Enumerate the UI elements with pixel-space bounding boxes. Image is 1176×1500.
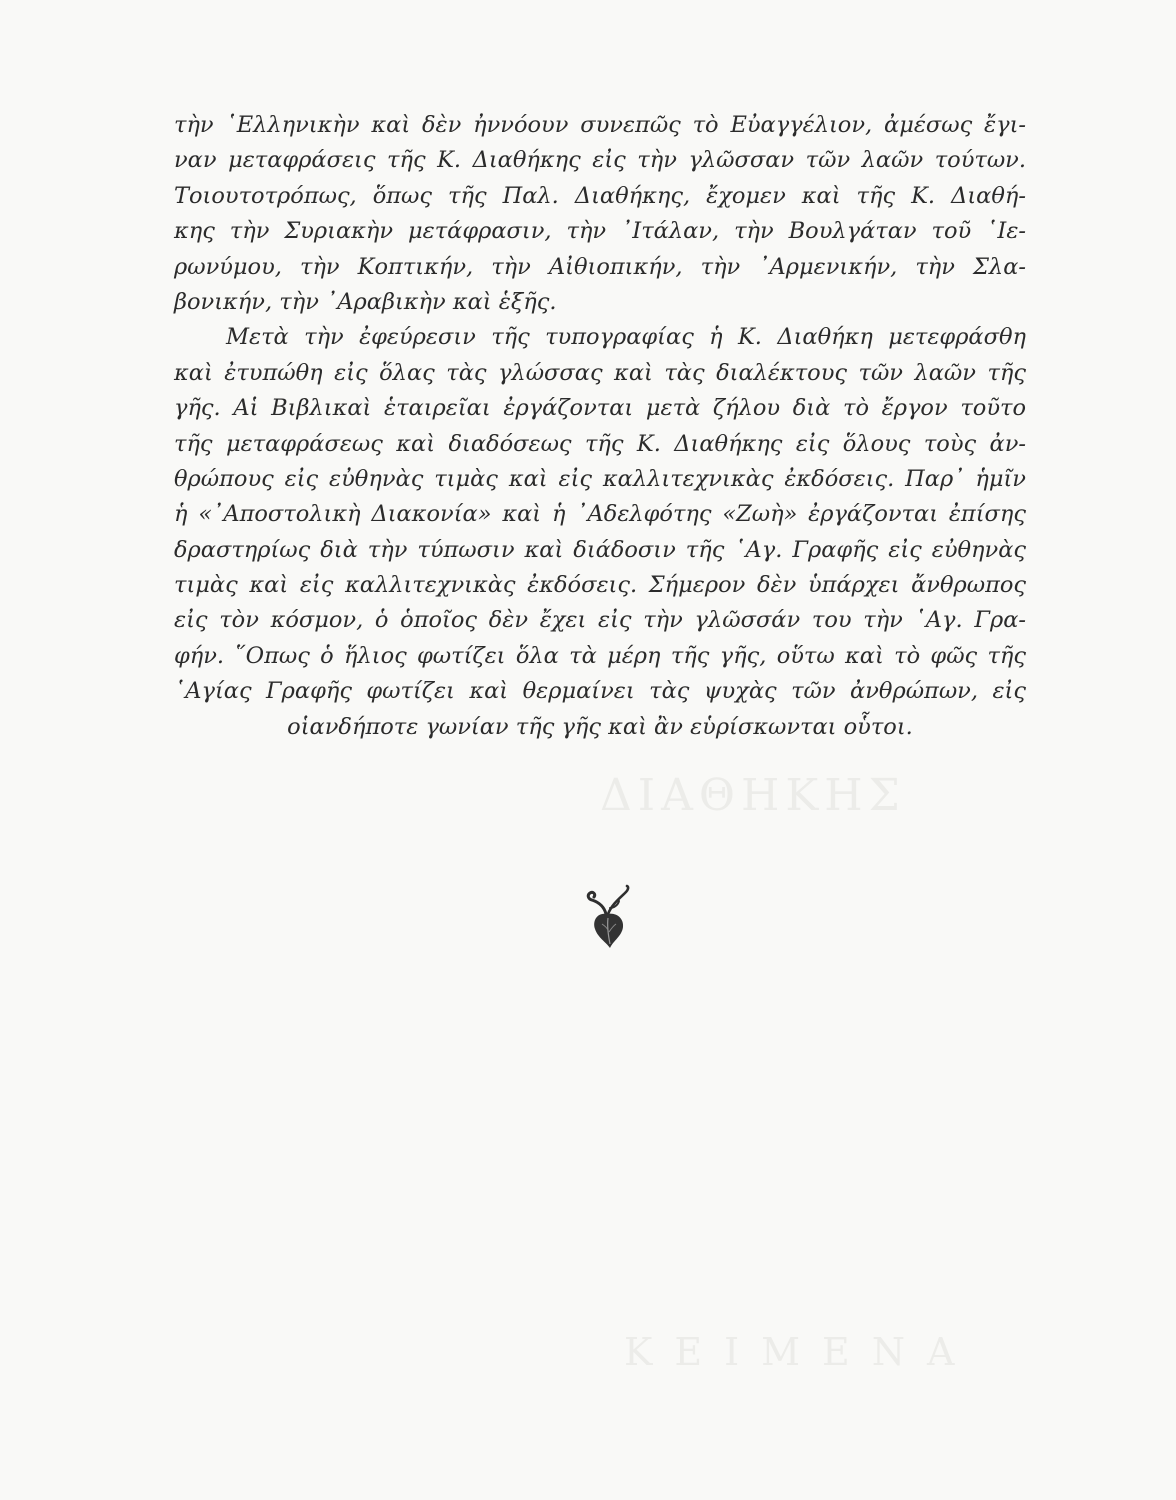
text-line: φήν. ῞Οπως ὁ ἥλιος φωτίζει ὅλα τὰ μέρη τῆς γῆς, οὕτω καὶ τὸ φῶς τῆς bbox=[174, 642, 1026, 669]
paragraph-2 bbox=[174, 320, 1026, 745]
paragraph-1 bbox=[174, 108, 1026, 320]
text-line: Τοιουτοτρόπως, ὅπως τῆς Παλ. Διαθήκης, ἔχομεν καὶ τῆς Κ. Διαθή- bbox=[174, 182, 1026, 209]
text-line: ρωνύμου, τὴν Κοπτικήν, τὴν Αἰθιοπικήν, τὴν ᾿Αρμενικήν, τὴν Σλα- bbox=[174, 253, 1026, 280]
text-line: κης τὴν Συριακὴν μετάφρασιν, τὴν ᾿Ιτάλαν, τὴν Βουλγάταν τοῦ ῾Ιε- bbox=[174, 218, 1026, 245]
text-line: βονικήν, τὴν ᾿Αραβικὴν καὶ ἑξῆς. bbox=[174, 288, 557, 315]
text-line: καὶ ἐτυπώθη εἰς ὅλας τὰς γλώσσας καὶ τὰς διαλέκτους τῶν λαῶν τῆς bbox=[174, 359, 1026, 386]
text-line: τιμὰς καὶ εἰς καλλιτεχνικὰς ἐκδόσεις. Σήμερον δὲν ὑπάρχει ἄνθρωπος bbox=[174, 572, 1026, 599]
text-line: τῆς μεταφράσεως καὶ διαδόσεως τῆς Κ. Διαθήκης εἰς ὅλους τοὺς ἀν- bbox=[174, 430, 1026, 457]
text-line: ναν μεταφράσεις τῆς Κ. Διαθήκης εἰς τὴν γλῶσσαν τῶν λαῶν τούτων. bbox=[174, 147, 1026, 174]
text-line: ἡ «᾿Αποστολικὴ Διακονία» καὶ ἡ ᾿Αδελφότης «Ζωὴ» ἐργάζονται ἐπίσης bbox=[174, 501, 1026, 528]
show-through-text: ΔΙΑΘΗΚΗΣ bbox=[600, 770, 906, 821]
text-line: Μετὰ τὴν ἐφεύρεσιν τῆς τυπογραφίας ἡ Κ. Διαθήκη μετεφράσθη bbox=[226, 324, 1026, 351]
text-line: τὴν ῾Ελληνικὴν καὶ δὲν ἠννόουν συνεπῶς τὸ Εὐαγγέλιον, ἀμέσως ἔγι- bbox=[174, 112, 1026, 138]
ivy-leaf-fleuron-icon bbox=[586, 884, 630, 950]
text-line: θρώπους εἰς εὐθηνὰς τιμὰς καὶ εἰς καλλιτεχνικὰς ἐκδόσεις. Παρ᾿ ἡμῖν bbox=[174, 465, 1026, 492]
text-line: εἰς τὸν κόσμον, ὁ ὁποῖος δὲν ἔχει εἰς τὴν γλῶσσάν του τὴν ῾Αγ. Γρα- bbox=[174, 607, 1026, 634]
show-through-text: ΚΕΙΜΕΝΑ bbox=[624, 1330, 977, 1374]
text-line: γῆς. Αἱ Βιβλικαὶ ἑταιρεῖαι ἐργάζονται μετὰ ζήλου διὰ τὸ ἔργον τοῦτο bbox=[174, 395, 1026, 422]
text-line: ῾Αγίας Γραφῆς φωτίζει καὶ θερμαίνει τὰς ψυχὰς τῶν ἀνθρώπων, εἰς bbox=[174, 678, 1026, 705]
text-line: δραστηρίως διὰ τὴν τύπωσιν καὶ διάδοσιν τῆς ῾Αγ. Γραφῆς εἰς εὐθηνὰς bbox=[174, 536, 1026, 563]
body-text bbox=[174, 108, 1026, 745]
text-line: οἱανδήποτε γωνίαν τῆς γῆς καὶ ἂν εὑρίσκωνται οὗτοι. bbox=[287, 713, 913, 740]
